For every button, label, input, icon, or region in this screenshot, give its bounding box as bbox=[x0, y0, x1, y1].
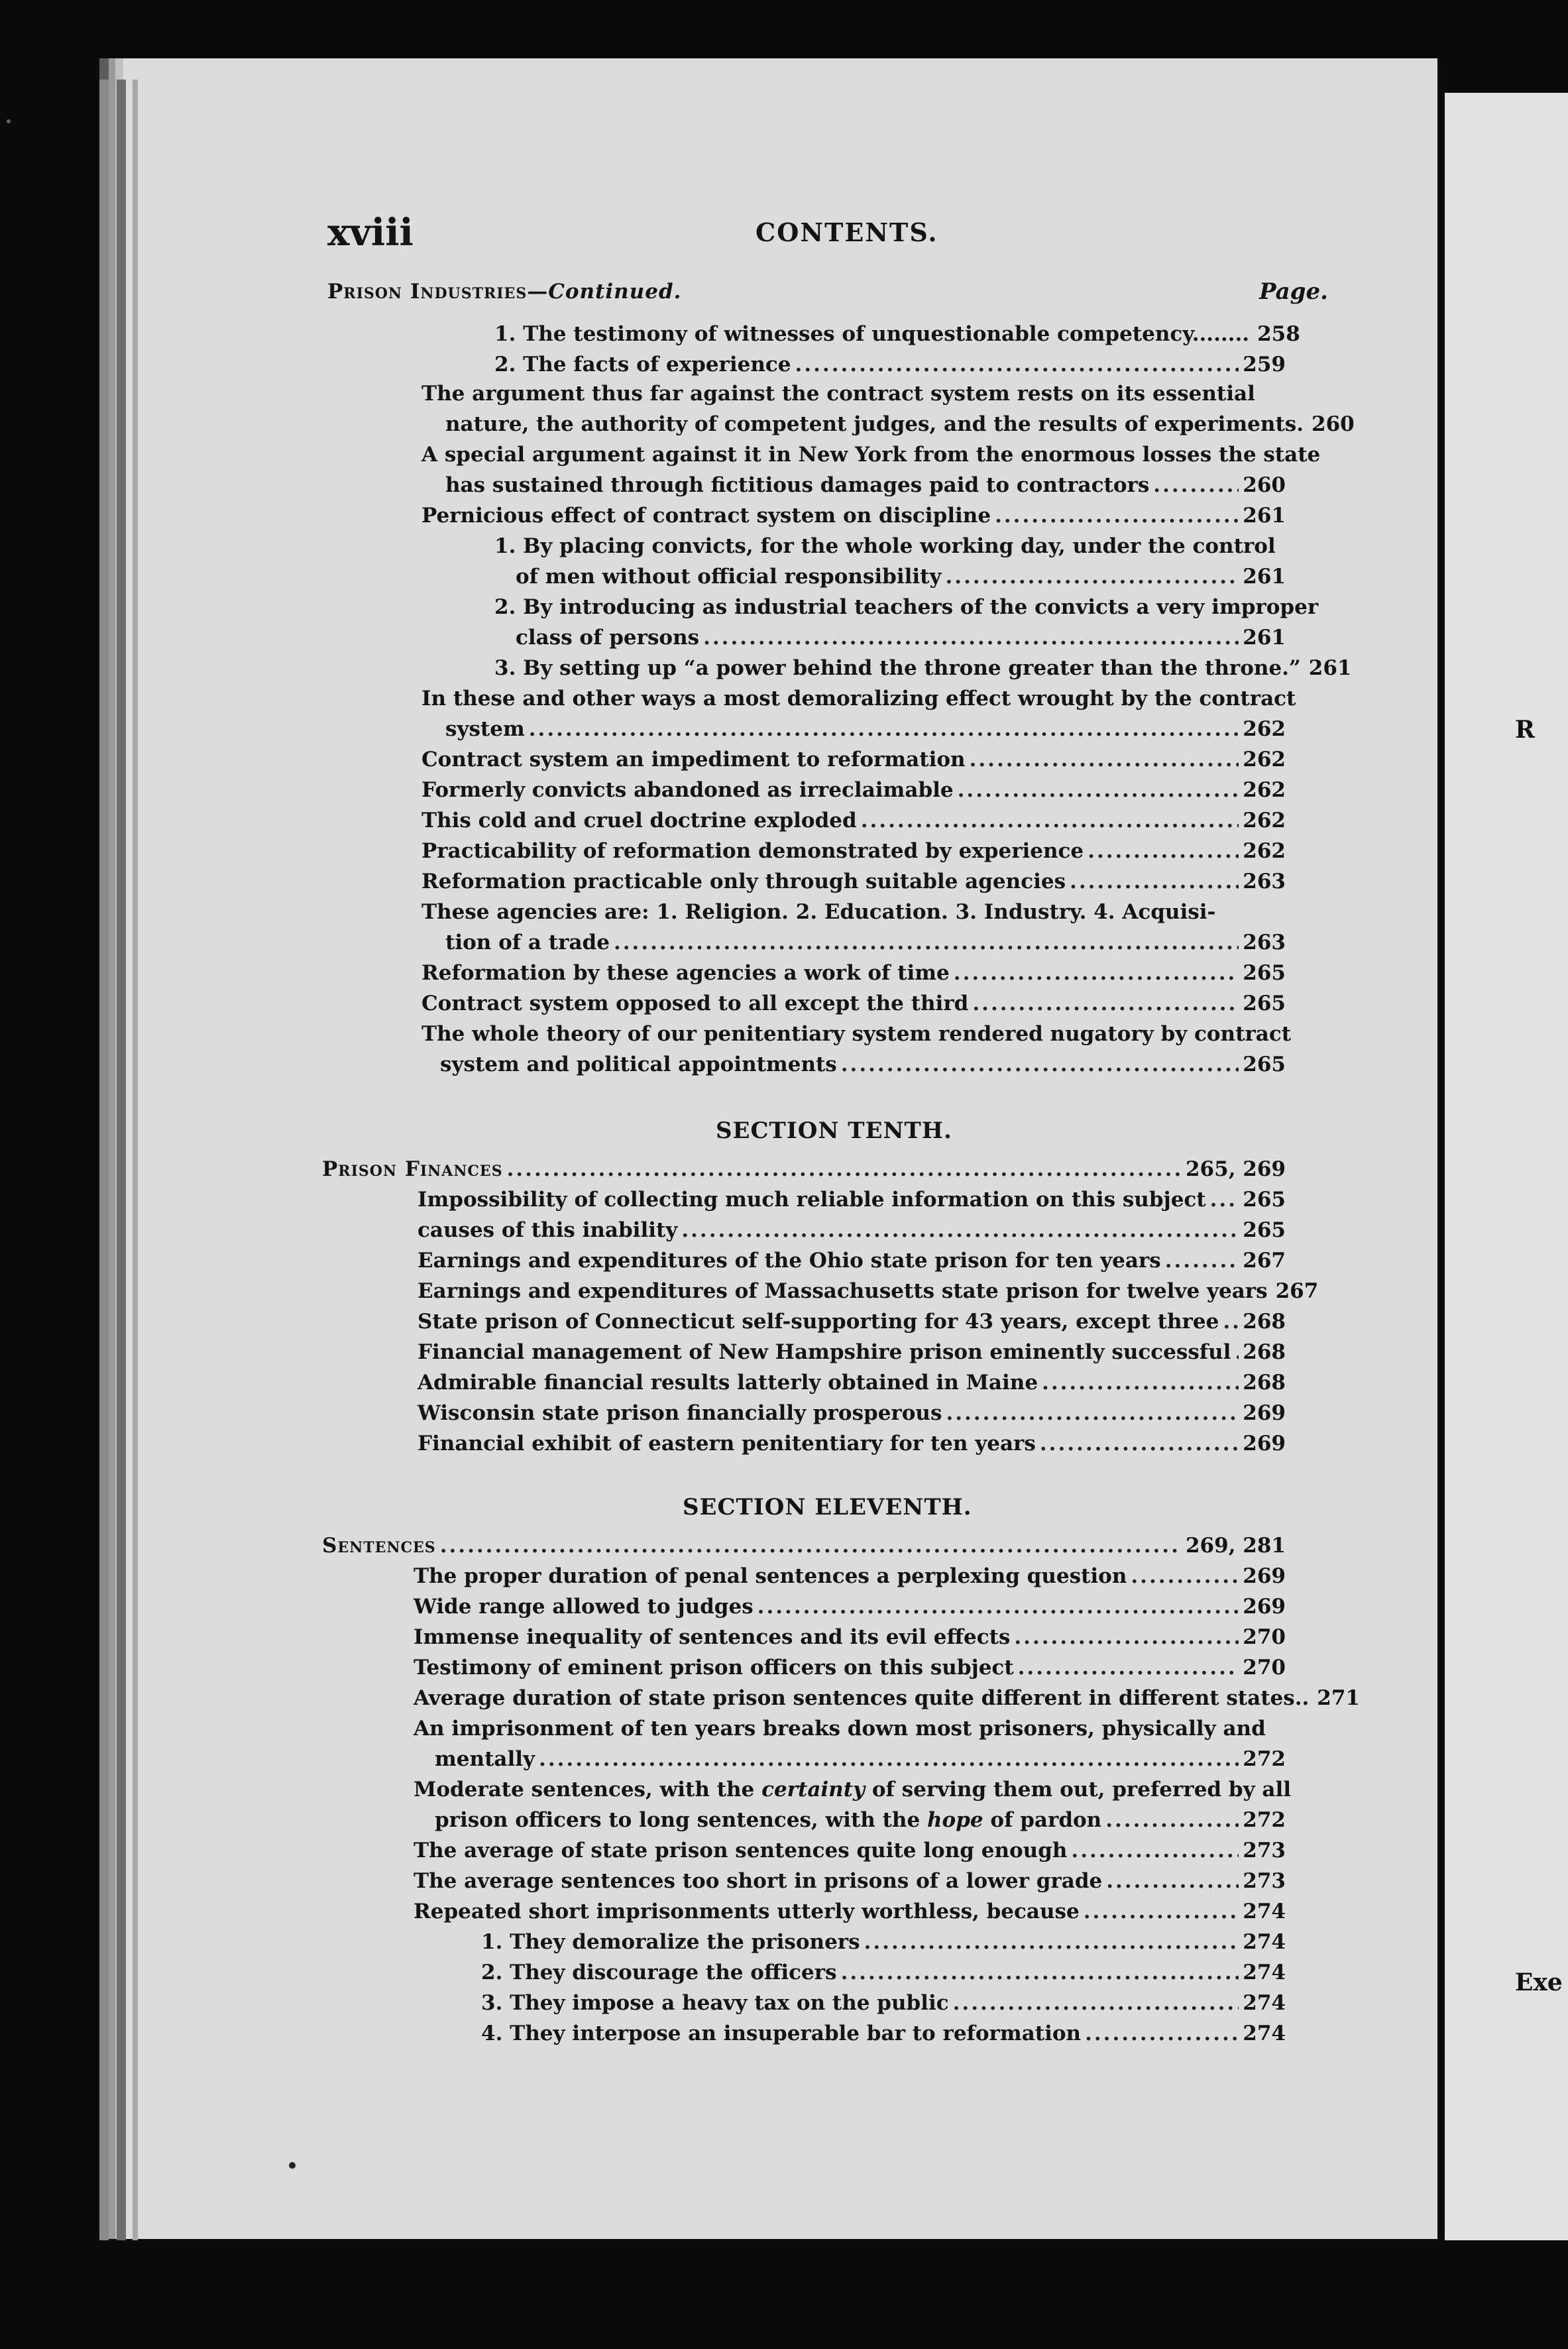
toc-entry: This cold and cruel doctrine exploded ..... 262 bbox=[421, 809, 1286, 832]
toc-entry: prison officers to long sentences, with the hope of pardon ..... 272 bbox=[435, 1808, 1286, 1832]
section-title-prison-industries bbox=[327, 280, 681, 304]
toc-entry: Financial management of New Hampshire prison eminently successful ..... 268 bbox=[418, 1340, 1286, 1364]
toc-entry-line: An imprisonment of ten years breaks down most prisoners, physically and bbox=[414, 1717, 1266, 1741]
ink-speck bbox=[7, 119, 11, 123]
facing-page-fragment: Exe bbox=[1515, 1969, 1563, 1996]
page-edge bbox=[133, 80, 138, 2240]
section-heading-tenth: SECTION TENTH. bbox=[716, 1117, 952, 1144]
toc-entry: Formerly convicts abandoned as irreclaimable ..... 262 bbox=[421, 778, 1286, 802]
toc-entry: The average sentences too short in prisons of a lower grade ..... 273 bbox=[414, 1869, 1286, 1893]
toc-entry-line: Moderate sentences, with the certainty of serving them out, preferred by all bbox=[414, 1778, 1292, 1802]
toc-entry: Earnings and expenditures of the Ohio state prison for ten years ..... 267 bbox=[418, 1249, 1286, 1273]
toc-entry-line: The whole theory of our penitentiary system rendered nugatory by contract bbox=[421, 1022, 1292, 1046]
toc-entry: State prison of Connecticut self-supporting for 43 years, except three ..... 268 bbox=[418, 1310, 1286, 1334]
section-title-text: Prison Industries— bbox=[327, 280, 549, 304]
page-edge bbox=[99, 80, 109, 2240]
toc-entry: mentally ..... 272 bbox=[435, 1747, 1286, 1771]
facing-page-fragment: R bbox=[1515, 716, 1535, 744]
toc-entry-line: 2. By introducing as industrial teachers of the convicts a very improper bbox=[494, 595, 1319, 619]
toc-entry: class of persons ..... 261 bbox=[516, 626, 1286, 650]
toc-entry-line: In these and other ways a most demoralizing effect wrought by the contract bbox=[421, 687, 1296, 711]
toc-entry: The average of state prison sentences quite long enough ..... 273 bbox=[414, 1839, 1286, 1862]
ink-speck bbox=[289, 2162, 296, 2169]
section-heading-eleventh: SECTION ELEVENTH. bbox=[683, 1494, 972, 1520]
toc-entry: 1. The testimony of witnesses of unquestionable competency........ 258 bbox=[494, 322, 1300, 346]
toc-entry: Practicability of reformation demonstrated by experience ..... 262 bbox=[421, 839, 1286, 863]
toc-entry: Pernicious effect of contract system on discipline ..... 261 bbox=[421, 504, 1286, 528]
toc-entry: Wide range allowed to judges ..... 269 bbox=[414, 1595, 1286, 1619]
page-edge bbox=[117, 80, 126, 2240]
toc-entry: The proper duration of penal sentences a perplexing question ..... 269 bbox=[414, 1564, 1286, 1588]
toc-entry: Immense inequality of sentences and its evil effects ..... 270 bbox=[414, 1625, 1286, 1649]
toc-entry: 3. By setting up “a power behind the throne greater than the throne.” 261 bbox=[494, 656, 1352, 680]
toc-entry: Contract system an impediment to reformation ..... 262 bbox=[421, 748, 1286, 772]
toc-entry: Wisconsin state prison financially prosperous ..... 269 bbox=[418, 1401, 1286, 1425]
running-head: CONTENTS. bbox=[756, 217, 938, 247]
toc-entry: Reformation by these agencies a work of time ..... 265 bbox=[421, 961, 1286, 985]
toc-entry: 3. They impose a heavy tax on the public ..... 274 bbox=[481, 1991, 1286, 2015]
toc-entry: Testimony of eminent prison officers on this subject ..... 270 bbox=[414, 1656, 1286, 1680]
folio-number: xviii bbox=[327, 211, 414, 255]
toc-entry: nature, the authority of competent judges, and the results of experiments. 260 bbox=[445, 412, 1355, 436]
page-column-label: Page. bbox=[1259, 278, 1328, 305]
toc-entry: Financial exhibit of eastern penitentiary for ten years ..... 269 bbox=[418, 1432, 1286, 1456]
toc-entry: system and political appointments ..... 265 bbox=[440, 1053, 1286, 1076]
toc-entry: tion of a trade ..... 263 bbox=[445, 931, 1286, 954]
toc-entry: 2. The facts of experience ..... 259 bbox=[494, 353, 1286, 376]
toc-entry: of men without official responsibility ..... 261 bbox=[516, 565, 1286, 589]
toc-entry: causes of this inability ..... 265 bbox=[418, 1218, 1286, 1242]
toc-entry: Earnings and expenditures of Massachusetts state prison for twelve years 267 bbox=[418, 1279, 1319, 1303]
toc-entry-line: These agencies are: 1. Religion. 2. Education. 3. Industry. 4. Acquisi- bbox=[421, 900, 1216, 924]
toc-entry: Admirable financial results latterly obtained in Maine ..... 268 bbox=[418, 1371, 1286, 1395]
toc-entry: 2. They discourage the officers ..... 274 bbox=[481, 1961, 1286, 1984]
facing-page-edge bbox=[1445, 93, 1568, 2240]
toc-entry: Repeated short imprisonments utterly worthless, because ..... 274 bbox=[414, 1900, 1286, 1923]
toc-entry: Average duration of state prison sentences quite different in different states.. 271 bbox=[414, 1686, 1361, 1710]
toc-section-title: Sentences ..... 269, 281 bbox=[322, 1534, 1286, 1558]
toc-entry-line: 1. By placing convicts, for the whole working day, under the control bbox=[494, 534, 1276, 558]
toc-entry: Reformation practicable only through suitable agencies ..... 263 bbox=[421, 870, 1286, 893]
toc-entry-line: The argument thus far against the contract system rests on its essential bbox=[421, 382, 1255, 406]
toc-entry-line: A special argument against it in New York from the enormous losses the state bbox=[421, 443, 1321, 467]
toc-entry: 1. They demoralize the prisoners ..... 274 bbox=[481, 1930, 1286, 1954]
toc-section-title: Prison Finances ..... 265, 269 bbox=[322, 1157, 1286, 1181]
toc-entry: system ..... 262 bbox=[445, 717, 1286, 741]
toc-entry: Impossibility of collecting much reliable information on this subject ..... 265 bbox=[418, 1188, 1286, 1212]
toc-entry: 4. They interpose an insuperable bar to reformation ..... 274 bbox=[481, 2022, 1286, 2045]
toc-entry: Contract system opposed to all except the third ..... 265 bbox=[421, 992, 1286, 1015]
continued-label: Continued. bbox=[548, 280, 682, 304]
toc-entry: has sustained through fictitious damages paid to contractors ..... 260 bbox=[445, 473, 1286, 497]
